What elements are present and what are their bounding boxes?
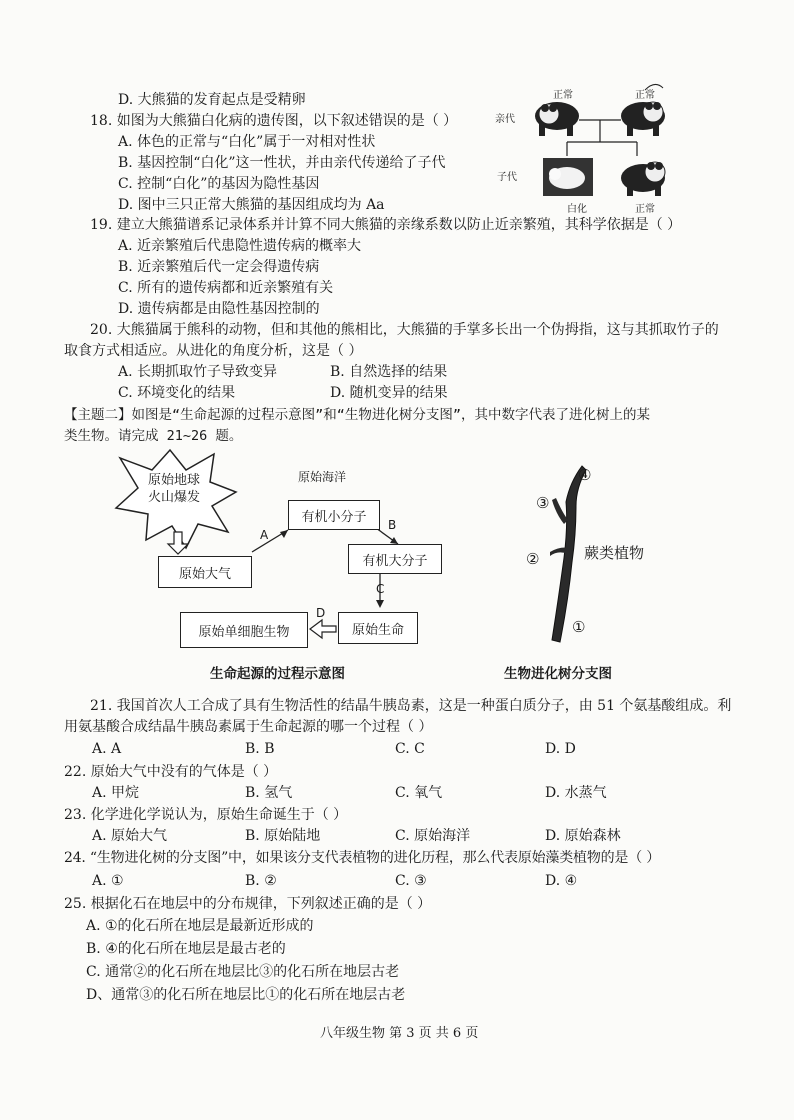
albino-panda-icon [543,158,593,196]
q21-stem-line1: 21. 我国首次人工合成了具有生物活性的结晶牛胰岛素，这是一种蛋白质分子，由 51 个氨基酸组成。利 [90,698,732,714]
q24-option-d: D. ④ [545,873,578,889]
evolution-tree-diagram [500,462,680,690]
child2-panda-icon [621,162,665,196]
q24-option-b: B. ② [245,873,277,889]
child2-label: 正常 [635,204,655,215]
parent2-label: 正常 [635,90,655,101]
protolife-to-unicell-arrow [310,620,336,638]
primitive-ocean-label: 原始海洋 [298,470,347,484]
q25-option-d: D、通常③的化石所在地层比①的化石所在地层古老 [86,987,406,1003]
q19-option-a: A. 近亲繁殖后代患隐性遗传病的概率大 [118,238,362,254]
organic-macromolecule-box: 有机大分子 [348,544,442,574]
pedigree-drawing [495,80,695,212]
q19-stem: 19. 建立大熊猫谱系记录体系并计算不同大熊猫的亲缘系数以防止近亲繁殖，其科学依据是（ ） [90,217,682,233]
q23-option-c: C. 原始海洋 [395,828,471,844]
primitive-unicell-box: 原始单细胞生物 [180,612,308,648]
arrow-b-label: B [388,518,397,532]
tree-number-2: ② [526,550,540,568]
q23-option-b: B. 原始陆地 [245,828,321,844]
q21-option-c: C. C [395,741,425,757]
q18-stem: 18. 如图为大熊猫白化病的遗传图，以下叙述错误的是（ ） [90,113,458,129]
parent2-panda-icon [621,84,665,136]
parent-generation-label: 亲代 [495,114,515,125]
parent1-label: 正常 [553,90,573,101]
q18-option-c: C. 控制“白化”的基因为隐性基因 [118,176,320,192]
q25-option-b: B. ④的化石所在地层是最古老的 [86,941,286,957]
q19-option-c: C. 所有的遗传病都和近亲繁殖有关 [118,280,334,296]
q19-option-b: B. 近亲繁殖后代一定会得遗传病 [118,259,320,275]
q22-option-b: B. 氢气 [245,785,293,801]
burst-text-line2: 火山爆发 [148,490,201,505]
q21-option-b: B. B [245,741,275,757]
q18-option-b: B. 基因控制“白化”这一性状，并由亲代传递给了子代 [118,155,446,171]
q20-option-a: A. 长期抓取竹子导致变异 [118,364,278,380]
q23-option-a: A. 原始大气 [92,828,168,844]
q25-option-a: A. ①的化石所在地层是最新近形成的 [86,918,314,934]
q21-option-d: D. D [545,741,576,757]
q20-option-d: D. 随机变异的结果 [330,385,448,401]
q18-option-d: D. 图中三只正常大熊猫的基因组成均为 Aa [118,197,385,213]
q24-option-a: A. ① [92,873,124,889]
q19-option-d: D. 遗传病都是由隐性基因控制的 [118,301,320,317]
tree-number-1: ① [572,618,586,636]
arrow-d-label: D [316,606,326,620]
origin-diagram-caption: 生命起源的过程示意图 [210,666,345,682]
q20-option-c: C. 环境变化的结果 [118,385,236,401]
origin-of-life-diagram [110,448,440,688]
q25-stem: 25. 根据化石在地层中的分布规律，下列叙述正确的是（ ） [64,896,432,912]
tree-number-3: ③ [536,494,550,512]
q22-option-a: A. 甲烷 [92,785,140,801]
child-generation-label: 子代 [497,172,517,183]
q17-option-d: D. 大熊猫的发育起点是受精卵 [118,92,306,108]
fern-label: 蕨类植物 [584,544,645,562]
parent1-panda-icon [535,102,579,136]
q24-option-c: C. ③ [395,873,427,889]
q22-stem: 22. 原始大气中没有的气体是（ ） [64,764,278,780]
q22-option-c: C. 氧气 [395,785,443,801]
primitive-atmosphere-box: 原始大气 [158,556,252,588]
q20-option-b: B. 自然选择的结果 [330,364,448,380]
theme2-intro-line1: 【主题二】如图是“生命起源的过程示意图”和“生物进化树分支图”，其中数字代表了进化树上的某 [64,407,651,423]
arrow-a-label: A [260,528,269,542]
q21-stem-line2: 用氨基酸合成结晶牛胰岛素属于生命起源的哪一个过程（ ） [64,719,433,735]
arrow-c-label: C [376,582,385,596]
page-footer: 八年级生物 第 3 页 共 6 页 [320,1026,479,1041]
small-organic-molecule-box: 有机小分子 [288,500,380,530]
burst-text-line1: 原始地球 [148,473,201,488]
pedigree-figure [495,80,695,215]
child1-label: 白化 [567,204,587,215]
q18-option-a: A. 体色的正常与“白化”属于一对相对性状 [118,134,376,150]
q23-option-d: D. 原始森林 [545,828,621,844]
q25-option-c: C. 通常②的化石所在地层比③的化石所在地层古老 [86,964,400,980]
q23-stem: 23. 化学进化学说认为，原始生命诞生于（ ） [64,807,348,823]
theme2-intro-line2: 类生物。请完成 21~26 题。 [64,428,243,444]
protolife-box: 原始生命 [338,612,418,644]
q20-stem-line2: 取食方式相适应。从进化的角度分析，这是（ ） [64,343,363,359]
q24-stem: 24. “生物进化树的分支图”中，如果该分支代表植物的进化历程，那么代表原始藻类植物的是（ ） [64,850,661,866]
q20-stem-line1: 20. 大熊猫属于熊科的动物，但和其他的熊相比，大熊猫的手掌多长出一个伪拇指，这与其抓取竹子的 [90,322,719,338]
q21-option-a: A. A [92,741,122,757]
tree-number-4: ④ [578,466,592,484]
q22-option-d: D. 水蒸气 [545,785,607,801]
tree-diagram-caption: 生物进化树分支图 [504,666,612,682]
